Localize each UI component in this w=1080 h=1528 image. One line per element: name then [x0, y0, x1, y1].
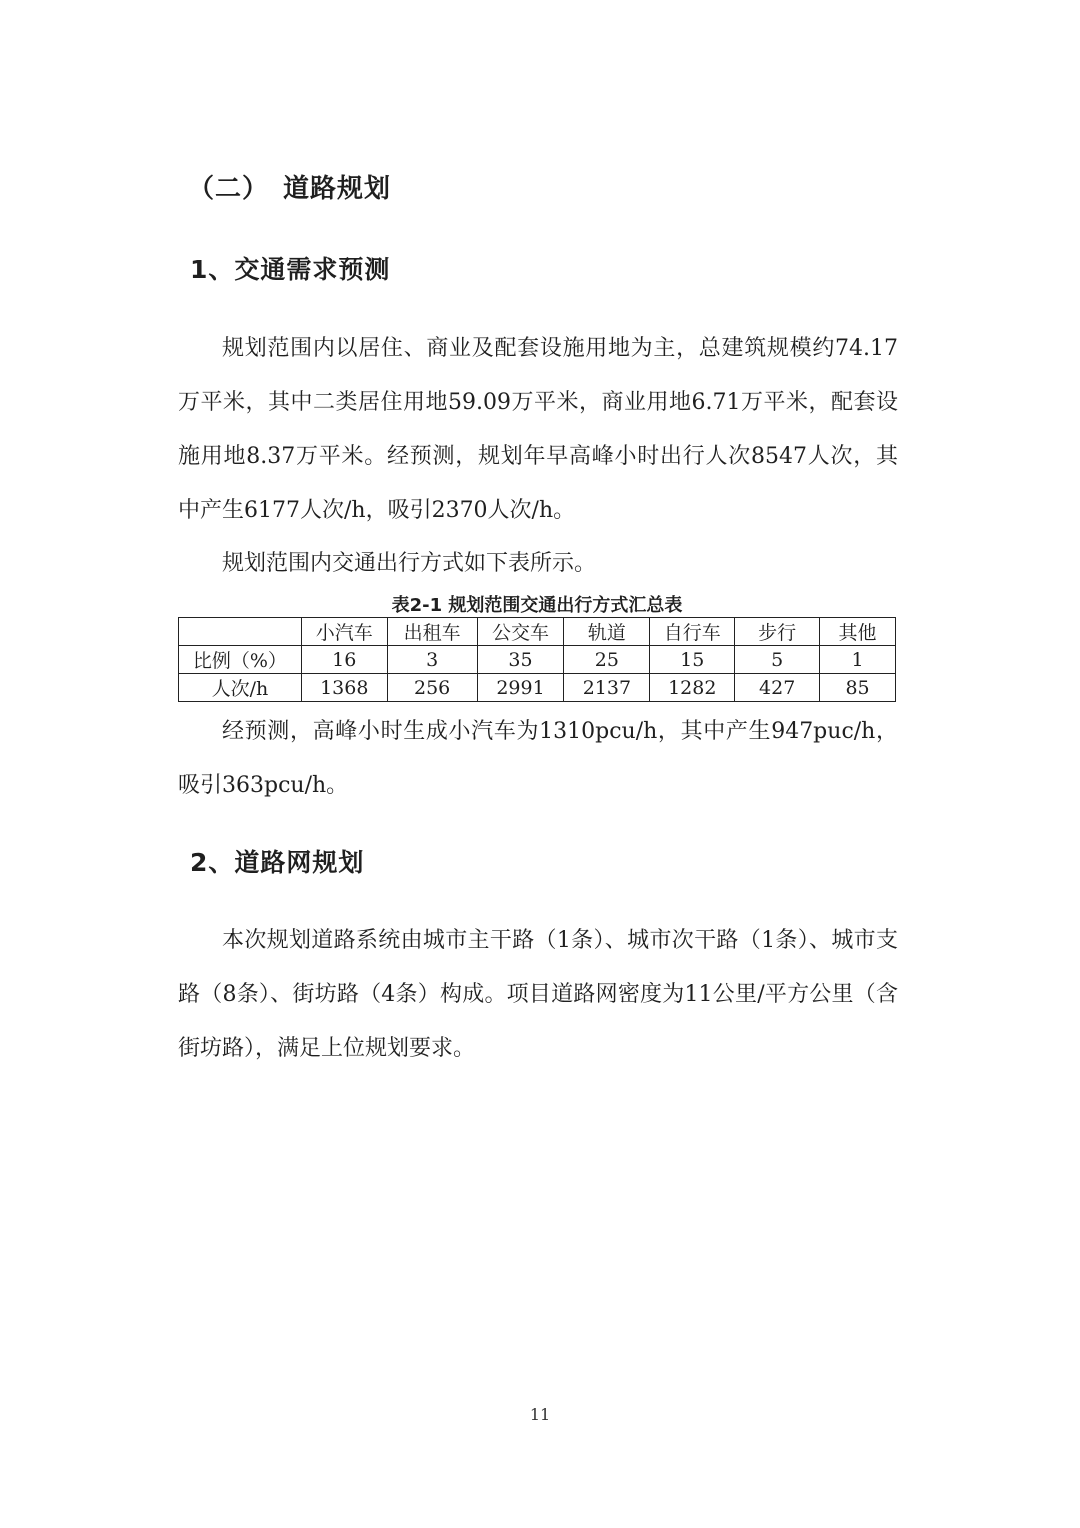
table-header-cell: 其他: [820, 618, 896, 646]
table-caption: 表2-1 规划范围交通出行方式汇总表: [391, 595, 683, 616]
table-cell: 427: [735, 674, 820, 702]
table-cell: 5: [735, 646, 820, 674]
paragraph-road-network: 本次规划道路系统由城市主干路（1条）、城市次干路（1条）、城市支路（8条）、街坊路（4条）构成。项目道路网密度为11公里/平方公里（含街坊路），满足上位规划要求。: [178, 928, 898, 1061]
paragraph-table-intro: 规划范围内交通出行方式如下表所示。: [222, 551, 597, 576]
table-header-cell: 公交车: [477, 618, 564, 646]
table-cell: 15: [650, 646, 735, 674]
paragraph-demand-forecast: 规划范围内以居住、商业及配套设施用地为主，总建筑规模约74.17万平米，其中二类居住用地59.09万平米，商业用地6.71万平米，配套设施用地8.37万平米。经预测，规划年早高峰小时出行人次8547人次，其中产生6177人次/h，吸引2370人次/h。: [178, 336, 898, 523]
table-cell: 3: [387, 646, 477, 674]
table-cell: 25: [564, 646, 650, 674]
table-row-label: 人次/h: [179, 674, 302, 702]
travel-mode-table: [178, 617, 896, 702]
paragraph-car-generation: 经预测，高峰小时生成小汽车为1310pcu/h，其中产生947puc/h，吸引363pcu/h。: [178, 719, 898, 798]
table-cell: 1: [820, 646, 896, 674]
subsection-heading-2: 2、道路网规划: [190, 848, 365, 877]
table-header-cell: 轨道: [564, 618, 650, 646]
page-number: 11: [529, 1405, 551, 1424]
table-cell: 1368: [301, 674, 387, 702]
table-cell: 35: [477, 646, 564, 674]
table-row: [179, 674, 896, 702]
table-header-cell: 自行车: [650, 618, 735, 646]
table-cell: 1282: [650, 674, 735, 702]
section-heading: （二） 道路规划: [188, 174, 392, 204]
table-cell: 16: [301, 646, 387, 674]
table-cell: 2991: [477, 674, 564, 702]
table-header-cell: 小汽车: [301, 618, 387, 646]
table-cell: 85: [820, 674, 896, 702]
table-row: [179, 646, 896, 674]
table-header-cell: 步行: [735, 618, 820, 646]
table-header-cell: 出租车: [387, 618, 477, 646]
table-cell: 2137: [564, 674, 650, 702]
table-header-cell: [179, 618, 302, 646]
subsection-heading-1: 1、交通需求预测: [190, 255, 391, 284]
table-row-label: 比例（%）: [179, 646, 302, 674]
table-cell: 256: [387, 674, 477, 702]
table-header-row: [179, 618, 896, 646]
